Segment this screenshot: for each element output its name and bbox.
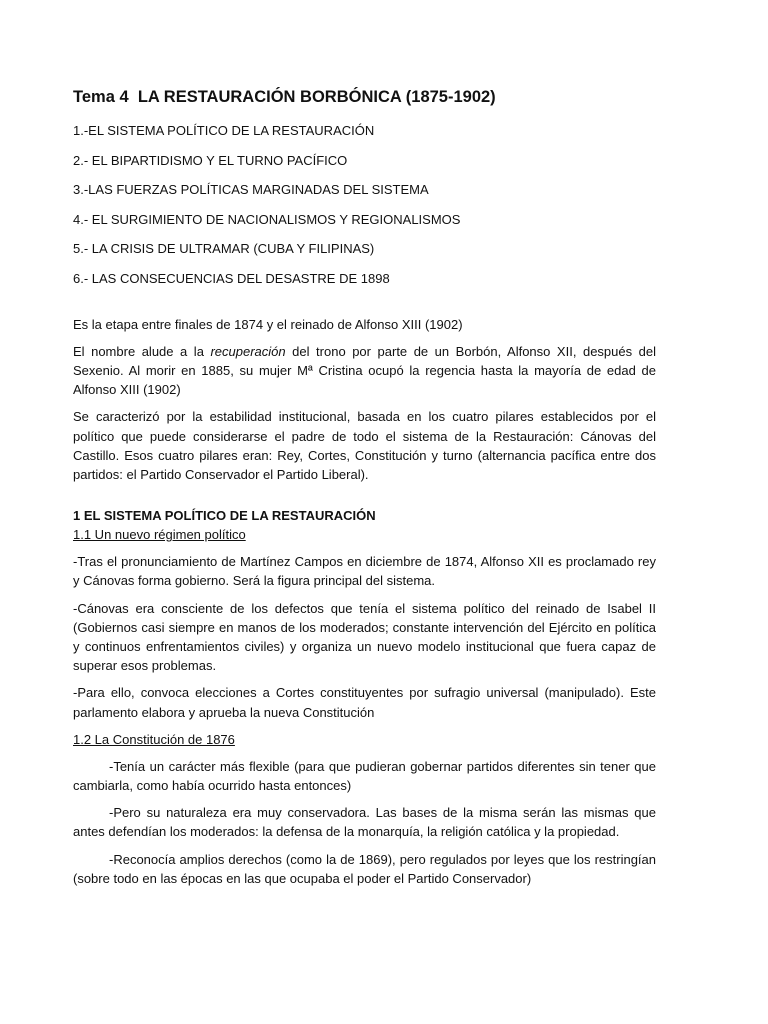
body-paragraph: -Para ello, convoca elecciones a Cortes constituyentes por sufragio universal (manipulado). Este parlamento elabora y aprueba la nueva Constitución xyxy=(73,685,656,720)
table-of-contents xyxy=(73,122,656,288)
intro-paragraph: Se caracterizó por la estabilidad institucional, basada en los cuatro pilares establecidos por el político que puede considerarse el padre de todo el sistema de la Restauración: Cánovas del Castillo. Esos cuatro pilares eran: Rey, Cortes, Constitución y turno (alternancia pacífica entre dos partidos: el Partido Conservador el Partido Liberal). xyxy=(73,409,656,482)
intro-paragraph: Es la etapa entre finales de 1874 y el reinado de Alfonso XIII (1902) xyxy=(73,316,463,332)
toc-item: 1.-EL SISTEMA POLÍTICO DE LA RESTAURACIÓN xyxy=(73,123,375,138)
subsection-heading: 1.2 La Constitución de 1876 xyxy=(73,731,235,747)
intro-text: El nombre alude a la xyxy=(73,343,211,359)
toc-item: 2.- EL BIPARTIDISMO Y EL TURNO PACÍFICO xyxy=(73,152,348,168)
intro-emphasis: recuperación xyxy=(210,343,286,359)
intro-paragraph xyxy=(73,342,656,400)
toc-item: 4.- EL SURGIMIENTO DE NACIONALISMOS Y REGIONALISMOS xyxy=(73,211,461,227)
toc-item: 6.- LAS CONSECUENCIAS DEL DESASTRE DE 1898 xyxy=(73,270,390,286)
title-prefix: Tema 4 xyxy=(73,88,129,106)
body-paragraph: -Cánovas era consciente de los defectos que tenía el sistema político del reinado de Isabel II (Gobiernos casi siempre en manos de los moderados; constante intervención del Ejército en política y continuos enfrentamientos civiles) y organiza un nuevo modelo institucional que fuera capaz de superar esos problemas. xyxy=(73,600,656,674)
body-paragraph: -Tras el pronunciamiento de Martínez Campos en diciembre de 1874, Alfonso XII es proclamado rey y Cánovas forma gobierno. Será la figura principal del sistema. xyxy=(73,554,656,589)
body-paragraph: -Tenía un carácter más flexible (para que pudieran gobernar partidos diferentes sin tener que cambiarla, como había ocurrido hasta entonces) xyxy=(73,758,656,793)
subsection-heading: 1.1 Un nuevo régimen político xyxy=(73,527,246,543)
body-paragraph: -Reconocía amplios derechos (como la de 1869), pero regulados por leyes que los restringían (sobre todo en las épocas en las que ocupaba el poder el Partido Conservador) xyxy=(73,851,656,886)
toc-item: 5.- LA CRISIS DE ULTRAMAR (CUBA Y FILIPINAS) xyxy=(73,241,375,256)
page-title xyxy=(73,86,656,108)
title-text: LA RESTAURACIÓN BORBÓNICA (1875-1902) xyxy=(137,88,496,106)
intro-text: del trono por parte de un Borbón, Alfonso XII, después del Sexenio. Al morir en 1885, su mujer Mª Cristina ocupó la regencia hasta la mayoría de edad de Alfonso XIII (1902) xyxy=(73,343,656,398)
section-heading: 1 EL SISTEMA POLÍTICO DE LA RESTAURACIÓN xyxy=(73,508,376,524)
body-paragraph: -Pero su naturaleza era muy conservadora. Las bases de la misma serán las mismas que antes defendían los moderados: la defensa de la monarquía, la religión católica y la propiedad. xyxy=(73,805,656,840)
toc-item: 3.-LAS FUERZAS POLÍTICAS MARGINADAS DEL SISTEMA xyxy=(73,182,429,197)
